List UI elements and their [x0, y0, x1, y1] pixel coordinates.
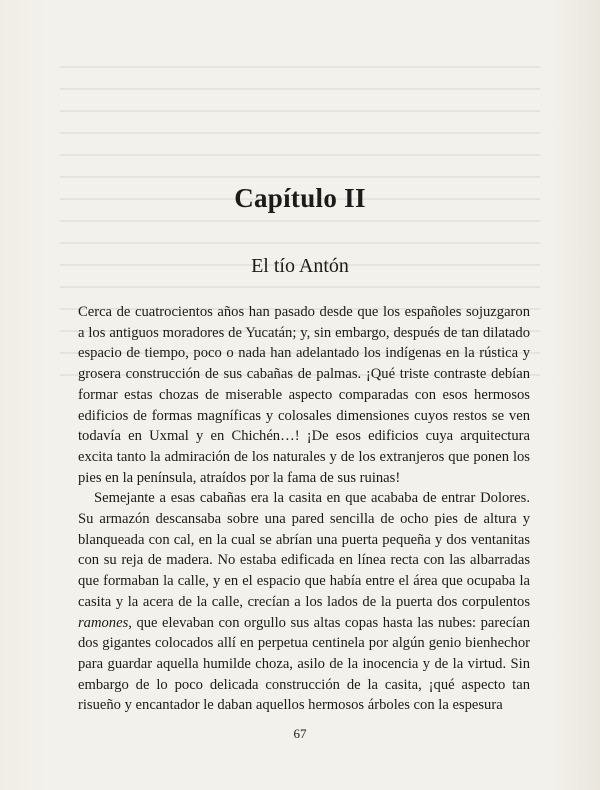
paragraph	[78, 488, 530, 716]
italic-term: ramones	[78, 614, 129, 631]
page-number: 67	[293, 726, 307, 741]
paragraph-text: Semejante a esas cabañas era la casita en que acababa de entrar Dolores. Su armazón descansaba sobre una pared sencilla de ocho pies de altura y blanqueada con cal, en la cual se abrían una puerta pequeña y dos ventanitas con su reja de madera. No estaba edificada en línea recta con las albarradas que formaban la calle, y en el espacio que había entre el área que ocupaba la casita y la acera de la calle, crecían a los lados de la puerta dos corpulentos	[78, 490, 530, 610]
chapter-body	[78, 302, 530, 716]
paragraph-text: , que elevaban con orgullo sus altas copas hasta las nubes: parecían dos gigantes colocados allí en perpetua centinela por algún genio bienhechor para guardar aquella humilde choza, asilo de la inocencia y de la virtud. Sin embargo de lo poco delicada construcción de la casita, ¡qué aspecto tan risueño y encantador le daban aquellos hermosos árboles con la espesura	[78, 614, 530, 714]
paragraph	[78, 302, 530, 488]
chapter-subtitle: El tío Antón	[251, 255, 349, 277]
chapter-title: Capítulo II	[234, 183, 366, 213]
paragraph-text: Cerca de cuatrocientos años han pasado desde que los españoles sojuzgaron a los antiguos moradores de Yucatán; y, sin embargo, después de tan dilatado espacio de tiempo, poco o nada han adelantado los indígenas en la rústica y grosera construcción de sus cabañas de palmas. ¡Qué triste contraste debían formar estas chozas de miserable aspecto comparadas con esos hermosos edificios de formas magníficas y colosales dimensiones cuyos restos se ven todavía en Uxmal y en Chichén…! ¡De esos edificios cuya arquitectura excita tanto la admiración de los naturales y de los extranjeros que ponen los pies en la península, atraídos por la fama de sus ruinas!	[78, 304, 530, 486]
